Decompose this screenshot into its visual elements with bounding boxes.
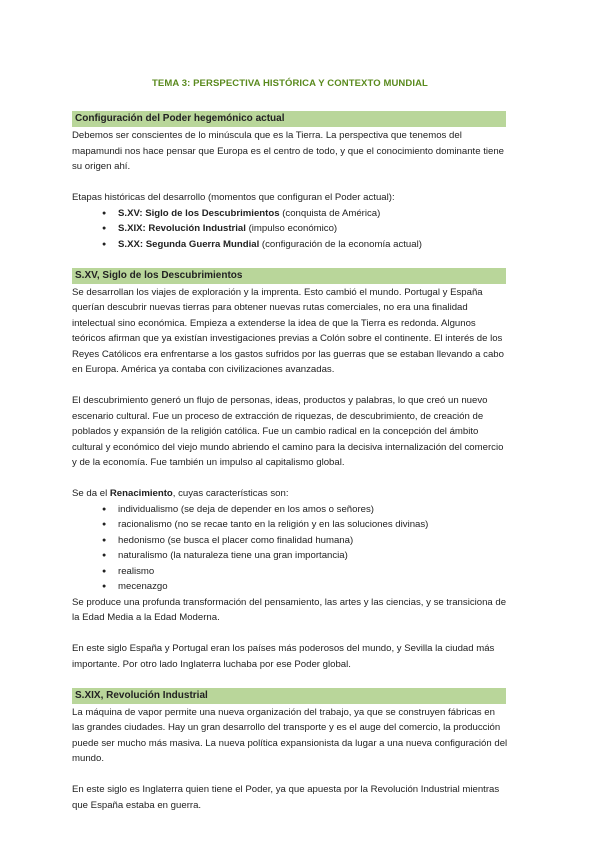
list-item: ● S.XIX: Revolución Industrial (impulso económico) bbox=[102, 221, 508, 237]
etapas-list bbox=[72, 206, 508, 253]
section-heading-descubrimientos: S.XV, Siglo de los Descubrimientos bbox=[72, 268, 506, 284]
renacimiento-list bbox=[72, 502, 508, 595]
list-item: ● S.XX: Segunda Guerra Mundial (configuración de la economía actual) bbox=[102, 237, 508, 253]
paragraph: Etapas históricas del desarrollo (momentos que configuran el Poder actual): bbox=[72, 192, 395, 203]
paragraph: En este siglo es Inglaterra quien tiene el Poder, ya que apuesta por la Revolución Industrial mientras que España estaba en guerra. bbox=[72, 784, 500, 811]
paragraph: Debemos ser conscientes de lo minúscula que es la Tierra. La perspectiva que tenemos del mapamundi nos hace pensar que Europa es el centro de todo, y que el conocimiento dominante tiene su origen ahí. bbox=[72, 130, 504, 172]
paragraph: Se da el Renacimiento, cuyas características son: bbox=[72, 488, 289, 499]
paragraph: En este siglo España y Portugal eran los países más poderosos del mundo, y Sevilla la ciudad más importante. Por otro lado Inglaterra luchaba por ese Poder global. bbox=[72, 643, 495, 670]
list-item: ● mecenazgo bbox=[102, 579, 508, 595]
section-heading-poder: Configuración del Poder hegemónico actual bbox=[72, 111, 506, 127]
document-title: TEMA 3: PERSPECTIVA HISTÓRICA Y CONTEXTO MUNDIAL bbox=[152, 78, 428, 89]
list-item: ● realismo bbox=[102, 564, 508, 580]
list-item: ● racionalismo (no se recae tanto en la religión y en las soluciones divinas) bbox=[102, 517, 508, 533]
list-item: ● S.XV: Siglo de los Descubrimientos (conquista de América) bbox=[102, 206, 508, 222]
list-item: ● naturalismo (la naturaleza tiene una gran importancia) bbox=[102, 548, 508, 564]
paragraph: Se produce una profunda transformación del pensamiento, las artes y las ciencias, y se transiciona de la Edad Media a la Edad Moderna. bbox=[72, 596, 507, 623]
paragraph: El descubrimiento generó un flujo de personas, ideas, productos y palabras, lo que creó un nuevo escenario cultural. Fue un proceso de extracción de riquezas, de descubrimiento, de creación de poblados y expansión de la religión católica. Fue un cambio radical en la concepción del ámbito cultural y económico del viejo mundo abriendo el camino para la decisiva internalización del comercio y de la economía. Fue también un impulso al capitalismo global. bbox=[72, 395, 504, 468]
paragraph: La máquina de vapor permite una nueva organización del trabajo, ya que se construyen fábricas en las grandes ciudades. Hay un gran desarrollo del transporte y es el auge del comercio, la producción puede ser mucho más masiva. La nueva política expansionista da lugar a una nueva configuración del mundo. bbox=[72, 706, 508, 764]
list-item: ● hedonismo (se busca el placer como finalidad humana) bbox=[102, 533, 508, 549]
list-item: ● individualismo (se deja de depender en los amos o señores) bbox=[102, 502, 508, 518]
section-heading-revolucion: S.XIX, Revolución Industrial bbox=[72, 688, 506, 704]
paragraph: Se desarrollan los viajes de exploración y la imprenta. Esto cambió el mundo. Portugal y España querían descubrir nuevas tierras para obtener nuevas rutas comerciales, no era una finalidad intelectual sino económica. Empieza a extenderse la idea de que la Tierra es redonda. Algunos teóricos afirman que ya existían investigaciones previas a Colón sobre el continente. El interés de los Reyes Católicos era enfrentarse a los gastos sufridos por las guerras que se estaban llevando a cabo en Europa. América ya contaba con civilizaciones avanzadas. bbox=[72, 286, 504, 375]
